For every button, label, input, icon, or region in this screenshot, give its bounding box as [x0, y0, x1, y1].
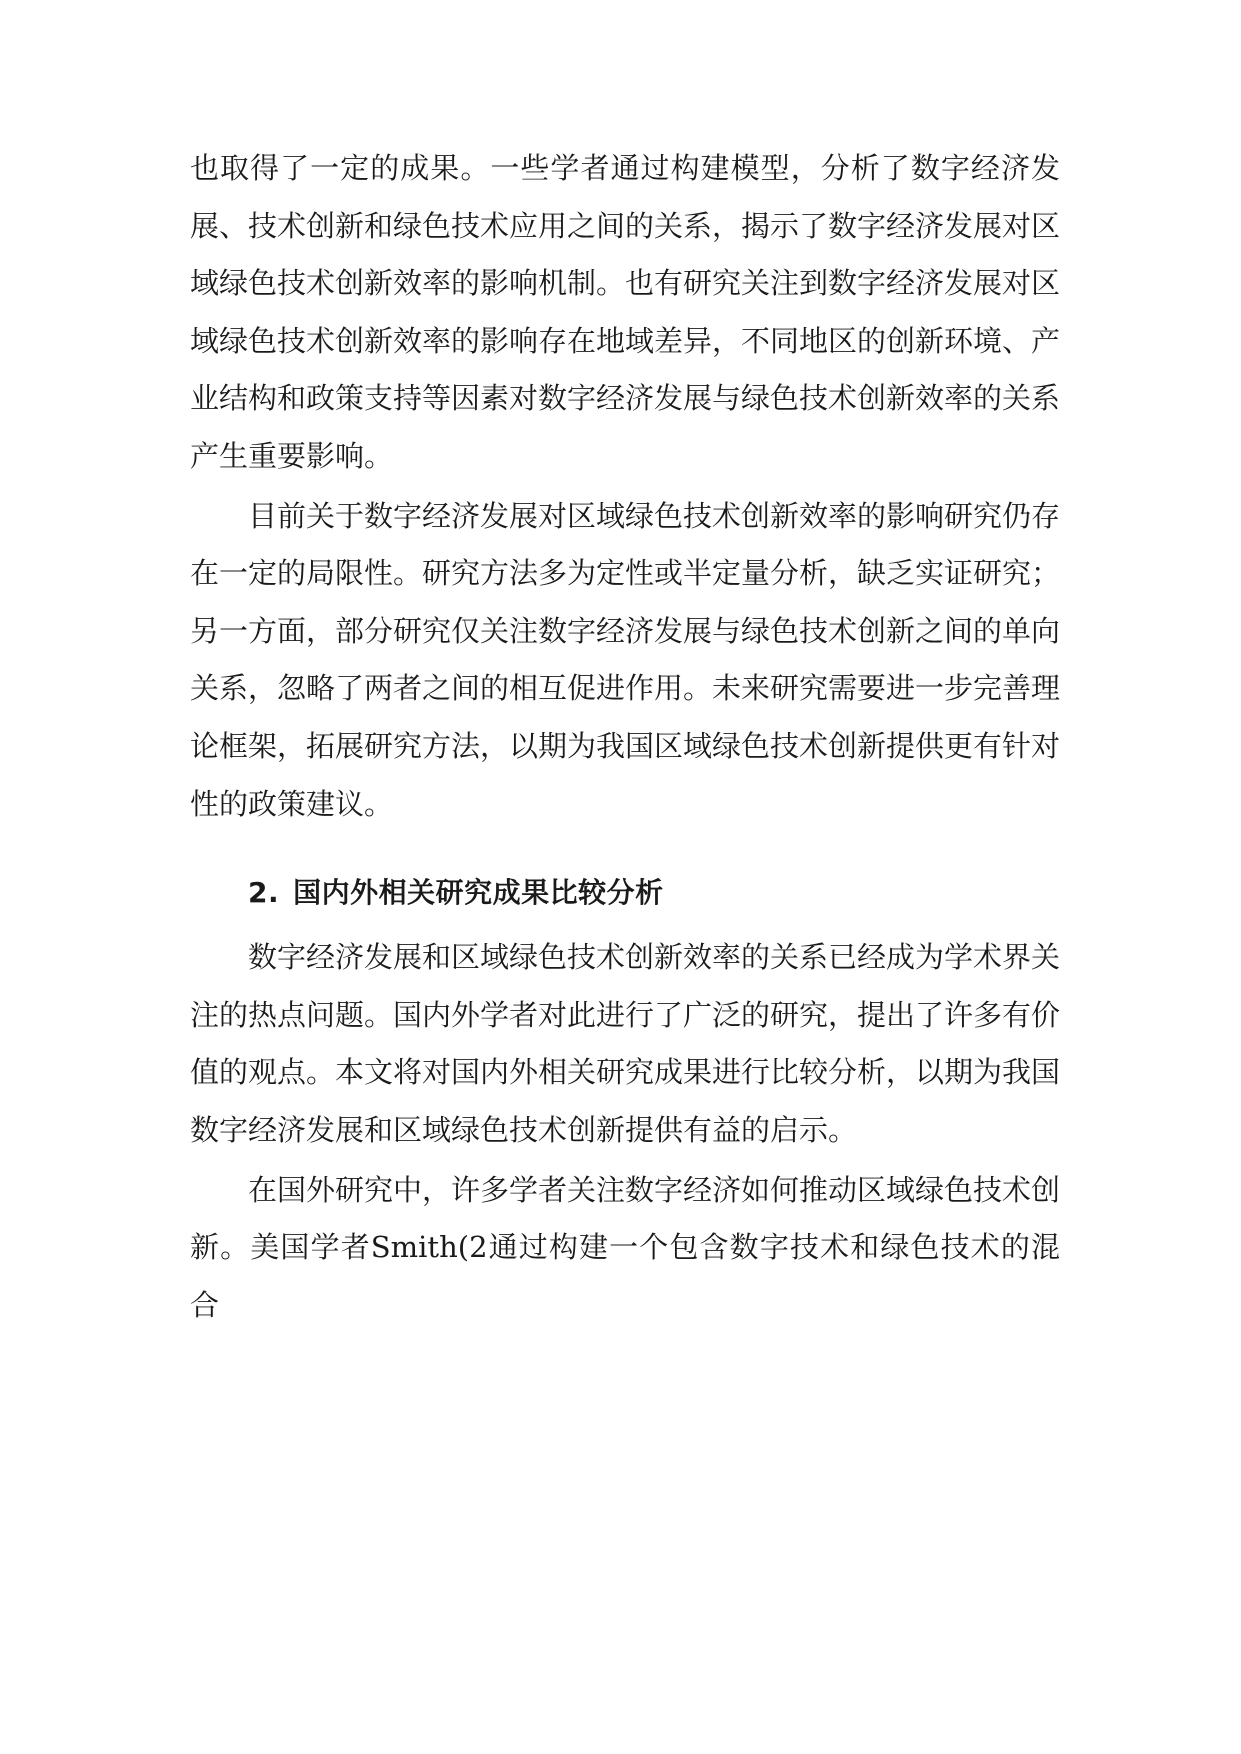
document-body	[190, 140, 1060, 1334]
paragraph-2: 目前关于数字经济发展对区域绿色技术创新效率的影响研究仍存在一定的局限性。研究方法多为定性或半定量分析，缺乏实证研究；另一方面，部分研究仅关注数字经济发展与绿色技术创新之间的单向关系，忽略了两者之间的相互促进作用。未来研究需要进一步完善理论框架，拓展研究方法，以期为我国区域绿色技术创新提供更有针对性的政策建议。	[190, 498, 1061, 821]
section-title: 国内外相关研究成果比较分析	[293, 876, 664, 910]
section-heading	[190, 867, 1060, 919]
paragraph-3: 数字经济发展和区域绿色技术创新效率的关系已经成为学术界关注的热点问题。国内外学者对此进行了广泛的研究，提出了许多有价值的观点。本文将对国内外相关研究成果进行比较分析，以期为我国数字经济发展和区域绿色技术创新提供有益的启示。	[190, 940, 1061, 1147]
section-number: 2.	[248, 876, 280, 910]
paragraph-4: 在国外研究中，许多学者关注数字经济如何推动区域绿色技术创新。美国学者Smith(2通过构建一个包含数字技术和绿色技术的混合	[190, 1172, 1061, 1322]
paragraph-1: 也取得了一定的成果。一些学者通过构建模型，分析了数字经济发展、技术创新和绿色技术应用之间的关系，揭示了数字经济发展对区域绿色技术创新效率的影响机制。也有研究关注到数字经济发展对区域绿色技术创新效率的影响存在地域差异，不同地区的创新环境、产业结构和政策支持等因素对数字经济发展与绿色技术创新效率的关系产生重要影响。	[190, 151, 1061, 473]
